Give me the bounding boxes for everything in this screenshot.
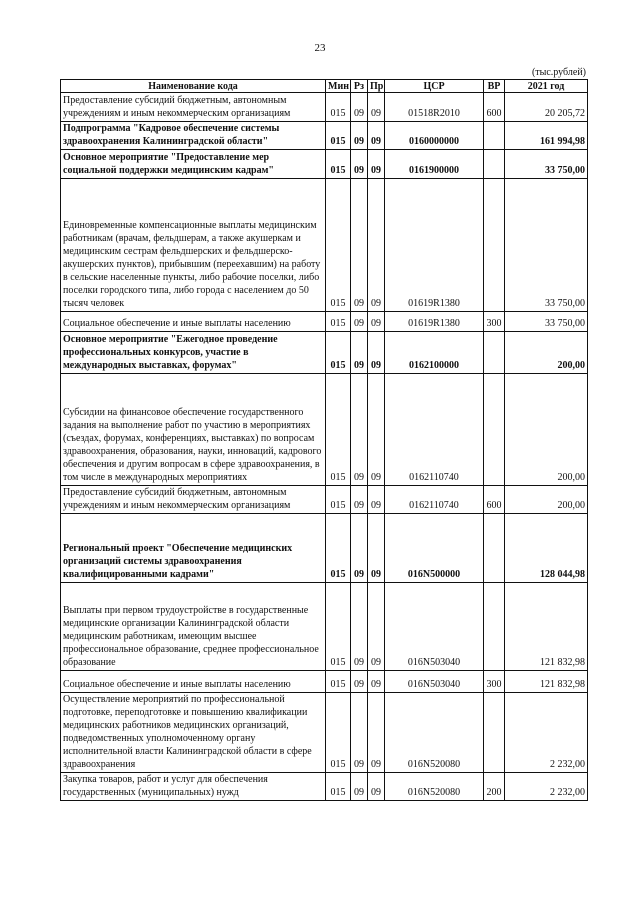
cell-rz: 09 bbox=[351, 773, 368, 801]
cell-min: 015 bbox=[326, 332, 351, 374]
header-year: 2021 год bbox=[505, 80, 588, 93]
cell-sum: 20 205,72 bbox=[505, 93, 588, 122]
cell-sum: 121 832,98 bbox=[505, 583, 588, 671]
table-row bbox=[61, 773, 588, 801]
cell-pr: 09 bbox=[368, 583, 385, 671]
cell-min: 015 bbox=[326, 374, 351, 486]
cell-name: Осуществление мероприятий по профессиональной подготовке, переподготовке и повышению квалификации медицинских работников медицинских организаций, подведомственных уполномоченному органу исполнительной власти Калининградской области в сфере здравоохранения bbox=[61, 693, 326, 773]
table-row bbox=[61, 486, 588, 514]
cell-name: Региональный проект "Обеспечение медицинских организаций системы здравоохранения квалифицированными кадрами" bbox=[61, 514, 326, 583]
table-row bbox=[61, 312, 588, 332]
cell-pr: 09 bbox=[368, 332, 385, 374]
cell-pr: 09 bbox=[368, 693, 385, 773]
cell-vr bbox=[484, 122, 505, 150]
cell-name: Подпрограмма "Кадровое обеспечение системы здравоохранения Калининградской области" bbox=[61, 122, 326, 150]
cell-csr: 016N503040 bbox=[385, 583, 484, 671]
table-header-row bbox=[61, 80, 588, 93]
cell-rz: 09 bbox=[351, 486, 368, 514]
cell-name: Основное мероприятие "Ежегодное проведение профессиональных конкурсов, участие в международных выставках, форумах" bbox=[61, 332, 326, 374]
cell-name: Закупка товаров, работ и услуг для обеспечения государственных (муниципальных) нужд bbox=[61, 773, 326, 801]
cell-csr: 0161900000 bbox=[385, 150, 484, 179]
cell-sum: 128 044,98 bbox=[505, 514, 588, 583]
cell-name: Основное мероприятие "Предоставление мер социальной поддержки медицинским кадрам" bbox=[61, 150, 326, 179]
cell-sum: 200,00 bbox=[505, 486, 588, 514]
cell-min: 015 bbox=[326, 312, 351, 332]
header-vr: ВР bbox=[484, 80, 505, 93]
header-name: Наименование кода bbox=[61, 80, 326, 93]
cell-rz: 09 bbox=[351, 514, 368, 583]
cell-rz: 09 bbox=[351, 693, 368, 773]
cell-name: Предоставление субсидий бюджетным, автономным учреждениям и иным некоммерческим организациям bbox=[61, 486, 326, 514]
cell-rz: 09 bbox=[351, 93, 368, 122]
cell-sum: 2 232,00 bbox=[505, 693, 588, 773]
cell-pr: 09 bbox=[368, 773, 385, 801]
cell-rz: 09 bbox=[351, 122, 368, 150]
cell-vr: 200 bbox=[484, 773, 505, 801]
page-number: 23 bbox=[314, 42, 326, 54]
cell-min: 015 bbox=[326, 179, 351, 312]
cell-sum: 200,00 bbox=[505, 374, 588, 486]
table-row bbox=[61, 693, 588, 773]
cell-sum: 121 832,98 bbox=[505, 671, 588, 693]
cell-min: 015 bbox=[326, 773, 351, 801]
table-row bbox=[61, 671, 588, 693]
cell-vr: 300 bbox=[484, 671, 505, 693]
cell-name: Выплаты при первом трудоустройстве в государственные медицинские организации Калининградской области медицинским работникам, имеющим высшее профессиональное образование, среднее профессиональное образование bbox=[61, 583, 326, 671]
header-rz: Рз bbox=[351, 80, 368, 93]
table-row bbox=[61, 514, 588, 583]
header-min: Мин bbox=[326, 80, 351, 93]
cell-pr: 09 bbox=[368, 671, 385, 693]
cell-min: 015 bbox=[326, 514, 351, 583]
cell-csr: 0162100000 bbox=[385, 332, 484, 374]
cell-sum: 33 750,00 bbox=[505, 312, 588, 332]
cell-sum: 33 750,00 bbox=[505, 179, 588, 312]
cell-rz: 09 bbox=[351, 312, 368, 332]
cell-csr: 0162110740 bbox=[385, 486, 484, 514]
cell-pr: 09 bbox=[368, 514, 385, 583]
cell-rz: 09 bbox=[351, 332, 368, 374]
cell-pr: 09 bbox=[368, 486, 385, 514]
table-row bbox=[61, 122, 588, 150]
cell-csr: 01518R2010 bbox=[385, 93, 484, 122]
cell-name: Единовременные компенсационные выплаты медицинским работникам (врачам, фельдшерам, а также акушеркам и медицинским сестрам фельдшерских и фельдшерско-акушерских пунктов), прибывшим (переехавшим) на работу в сельские населенные пункты, либо рабочие поселки, либо поселки городского типа, либо города с населением до 50 тысяч человек bbox=[61, 179, 326, 312]
cell-name: Социальное обеспечение и иные выплаты населению bbox=[61, 671, 326, 693]
cell-sum: 2 232,00 bbox=[505, 773, 588, 801]
table-row bbox=[61, 583, 588, 671]
cell-rz: 09 bbox=[351, 583, 368, 671]
cell-csr: 01619R1380 bbox=[385, 179, 484, 312]
cell-vr bbox=[484, 150, 505, 179]
cell-name: Социальное обеспечение и иные выплаты населению bbox=[61, 312, 326, 332]
cell-vr: 600 bbox=[484, 93, 505, 122]
cell-min: 015 bbox=[326, 671, 351, 693]
header-csr: ЦСР bbox=[385, 80, 484, 93]
cell-min: 015 bbox=[326, 486, 351, 514]
cell-vr bbox=[484, 693, 505, 773]
cell-csr: 016N520080 bbox=[385, 773, 484, 801]
cell-vr bbox=[484, 179, 505, 312]
cell-pr: 09 bbox=[368, 122, 385, 150]
cell-sum: 200,00 bbox=[505, 332, 588, 374]
cell-vr bbox=[484, 374, 505, 486]
cell-pr: 09 bbox=[368, 374, 385, 486]
table-row bbox=[61, 179, 588, 312]
cell-csr: 016N503040 bbox=[385, 671, 484, 693]
cell-min: 015 bbox=[326, 583, 351, 671]
cell-csr: 01619R1380 bbox=[385, 312, 484, 332]
table-row bbox=[61, 374, 588, 486]
units-label: (тыс.рублей) bbox=[531, 67, 586, 78]
cell-rz: 09 bbox=[351, 179, 368, 312]
table-row bbox=[61, 150, 588, 179]
table-row bbox=[61, 93, 588, 122]
cell-sum: 33 750,00 bbox=[505, 150, 588, 179]
cell-sum: 161 994,98 bbox=[505, 122, 588, 150]
table-row bbox=[61, 332, 588, 374]
cell-csr: 0162110740 bbox=[385, 374, 484, 486]
cell-vr: 300 bbox=[484, 312, 505, 332]
cell-min: 015 bbox=[326, 122, 351, 150]
cell-csr: 016N500000 bbox=[385, 514, 484, 583]
header-pr: Пр bbox=[368, 80, 385, 93]
cell-min: 015 bbox=[326, 150, 351, 179]
cell-min: 015 bbox=[326, 93, 351, 122]
cell-name: Субсидии на финансовое обеспечение государственного задания на выполнение работ по участию в мероприятиях (съездах, форумах, конференциях, выставках) по вопросам здравоохранения, образования, науки, инноваций, кадрового обеспечения и другим вопросам в сфере здравоохранения, в том числе в международных мероприятиях bbox=[61, 374, 326, 486]
cell-csr: 0160000000 bbox=[385, 122, 484, 150]
cell-name: Предоставление субсидий бюджетным, автономным учреждениям и иным некоммерческим организациям bbox=[61, 93, 326, 122]
cell-pr: 09 bbox=[368, 312, 385, 332]
cell-rz: 09 bbox=[351, 671, 368, 693]
cell-rz: 09 bbox=[351, 374, 368, 486]
budget-table bbox=[60, 79, 588, 801]
cell-rz: 09 bbox=[351, 150, 368, 179]
cell-vr: 600 bbox=[484, 486, 505, 514]
cell-min: 015 bbox=[326, 693, 351, 773]
cell-vr bbox=[484, 514, 505, 583]
cell-pr: 09 bbox=[368, 150, 385, 179]
cell-vr bbox=[484, 583, 505, 671]
cell-csr: 016N520080 bbox=[385, 693, 484, 773]
cell-pr: 09 bbox=[368, 93, 385, 122]
cell-vr bbox=[484, 332, 505, 374]
cell-pr: 09 bbox=[368, 179, 385, 312]
